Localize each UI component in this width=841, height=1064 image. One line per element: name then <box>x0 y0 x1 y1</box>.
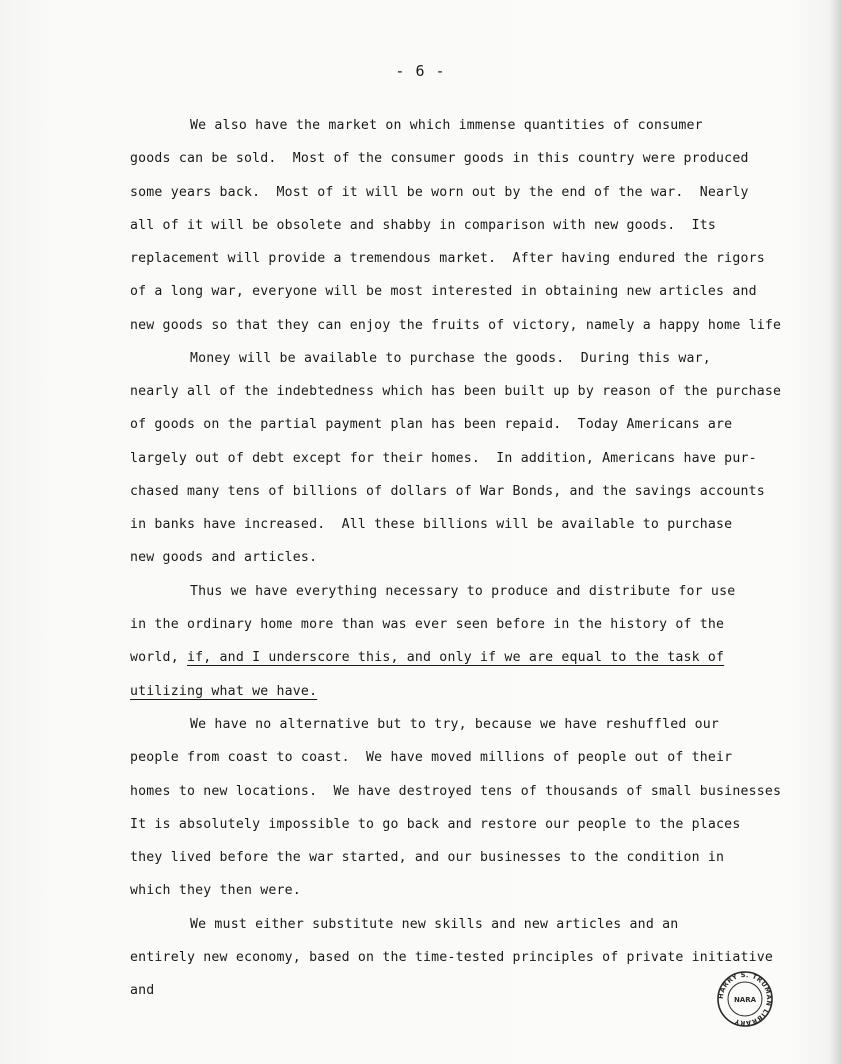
stamp-ring-text: HARRY S. TRUMAN LIBRARY <box>716 970 774 1028</box>
text-line: We must either substitute new skills and new articles and an <box>190 917 679 932</box>
text-line: homes to new locations. We have destroyed tens of thousands of small businesses <box>130 784 782 799</box>
text-line-underlined: utilizing what we have. <box>130 684 318 699</box>
truman-library-stamp <box>716 970 774 1028</box>
text-line: replacement will provide a tremendous market. After having endured the rigors <box>130 251 765 266</box>
text-line: Thus we have everything necessary to produce and distribute for use <box>190 584 736 599</box>
text-line: entirely new economy, based on the time-tested principles of private initiative <box>130 950 774 965</box>
page-shadow <box>829 0 841 1064</box>
text-line: We also have the market on which immense quantities of consumer <box>190 118 703 133</box>
text-line: of goods on the partial payment plan has been repaid. Today Americans are <box>130 417 733 432</box>
text-line: goods can be sold. Most of the consumer goods in this country were produced <box>130 151 749 166</box>
underlined-fragment: if, and I underscore this, and only if we are equal to the task of <box>186 650 725 665</box>
text-line: new goods so that they can enjoy the fruits of victory, namely a happy home life <box>130 318 782 333</box>
text-line: in the ordinary home more than was ever seen before in the history of the <box>130 617 725 632</box>
text-line: in banks have increased. All these billions will be available to purchase <box>130 517 733 532</box>
text-line: Money will be available to purchase the goods. During this war, <box>190 351 711 366</box>
text-line: chased many tens of billions of dollars of War Bonds, and the savings accounts <box>130 484 765 499</box>
text-line: they lived before the war started, and our businesses to the condition in <box>130 850 725 865</box>
text-line: all of it will be obsolete and shabby in comparison with new goods. Its <box>130 218 717 233</box>
text-line: new goods and articles. <box>130 550 318 565</box>
text-line: We have no alternative but to try, because we have reshuffled our <box>190 717 720 732</box>
stamp-center-text: NARA <box>733 996 757 1004</box>
text-line: and <box>130 983 155 998</box>
text-line: which they then were. <box>130 883 301 898</box>
text-fragment: world, <box>130 650 187 665</box>
text-line: largely out of debt except for their homes. In addition, Americans have pur- <box>130 451 757 466</box>
text-line: some years back. Most of it will be worn out by the end of the war. Nearly <box>130 185 749 200</box>
text-line: people from coast to coast. We have moved millions of people out of their <box>130 750 733 765</box>
page-number: - 6 - <box>395 62 446 80</box>
text-line: of a long war, everyone will be most interested in obtaining new articles and <box>130 284 757 299</box>
text-line: It is absolutely impossible to go back and restore our people to the places <box>130 817 741 832</box>
text-line-underlined <box>130 649 724 667</box>
text-line: nearly all of the indebtedness which has been built up by reason of the purchase <box>130 384 782 399</box>
